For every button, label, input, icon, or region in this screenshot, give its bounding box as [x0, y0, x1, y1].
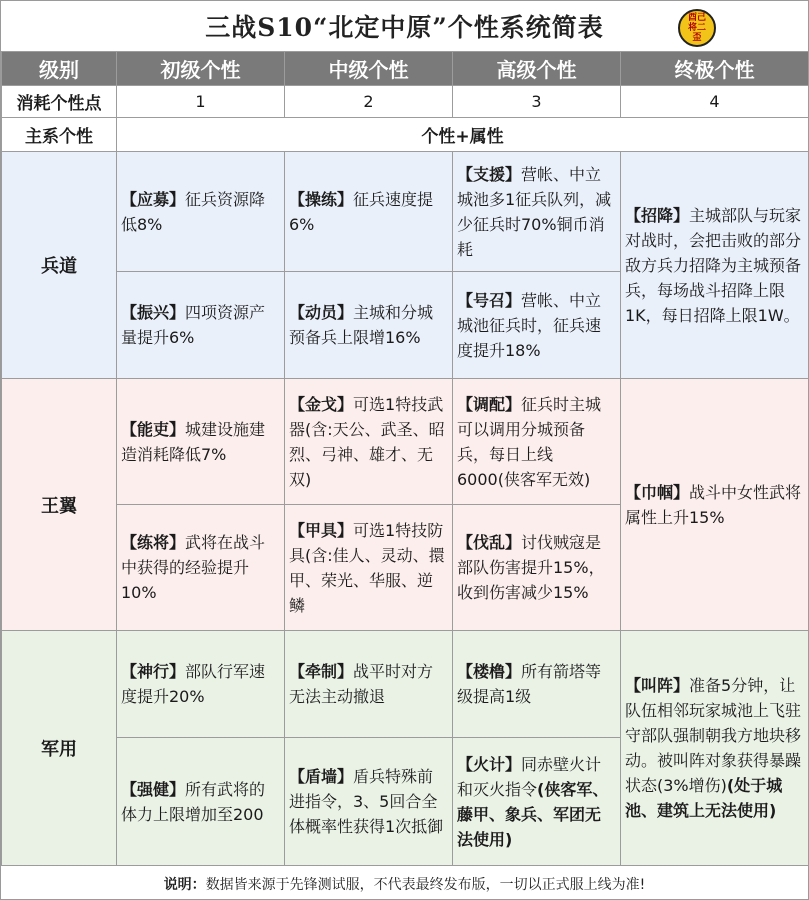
skill-name: 【金戈】 [289, 394, 354, 414]
skill-cell [285, 152, 453, 272]
skill-desc: 战斗中女性武将属性上升15% [625, 482, 802, 527]
table-row [2, 631, 809, 738]
skill-cell [453, 379, 621, 505]
skill-name: 【神行】 [121, 662, 186, 681]
skill-cell [117, 505, 285, 631]
skill-desc: 盾兵特殊前进指令，3、5回合全体概率性获得1次抵御 [289, 767, 444, 836]
skill-desc: 主城部队与玩家对战时，会把击败的部分敌方兵力招降为主城预备兵，每场战斗招降上限1K，每日招降上限1W。 [625, 205, 802, 325]
cost-value: 2 [285, 86, 453, 118]
skill-name: 【叫阵】 [625, 676, 690, 695]
skill-desc: 四项资源产量提升6% [121, 303, 266, 347]
skill-desc: 征兵资源降低8% [121, 189, 266, 234]
skill-cell [117, 152, 285, 272]
header-junior: 初级个性 [117, 52, 285, 86]
skill-cell [453, 738, 621, 866]
main-row [2, 118, 809, 152]
main-value: 个性+属性 [117, 118, 809, 152]
logo-text: 酉己将二歪 [687, 13, 706, 43]
skill-desc: 战平时对方无法主动撤退 [289, 662, 434, 706]
skill-name: 【能吏】 [121, 419, 186, 439]
group-label: 兵道 [2, 152, 117, 379]
skill-cell [285, 272, 453, 379]
skill-name: 【振兴】 [121, 303, 186, 322]
skill-cell [117, 272, 285, 379]
skill-name: 【牵制】 [289, 662, 354, 681]
ultimate-cell [621, 631, 809, 866]
table-row [2, 152, 809, 272]
skill-cell [453, 631, 621, 738]
skill-name: 【号召】 [457, 290, 522, 310]
skill-name: 【调配】 [457, 394, 522, 414]
skill-cell [453, 152, 621, 272]
skill-desc: 同赤壁火计和灭火指令 [457, 754, 602, 799]
skill-desc: 武将在战斗中获得的经验提升10% [121, 533, 266, 602]
skill-desc: 征兵时主城可以调用分城预备兵，每日上线6000(侠客军无效) [457, 394, 602, 489]
ultimate-cell [621, 152, 809, 379]
header-middle: 中级个性 [285, 52, 453, 86]
skill-name: 【操练】 [289, 189, 354, 209]
footer-note [1, 868, 808, 899]
skill-name: 【强健】 [121, 779, 186, 799]
skill-name: 【练将】 [121, 533, 186, 552]
skill-restriction: (处于城池、建筑上无法使用) [625, 776, 783, 820]
skill-desc: 营帐、中立城池征兵时，征兵速度提升18% [457, 290, 602, 360]
skill-desc: 部队行军速度提升20% [121, 662, 266, 706]
skill-cell [117, 631, 285, 738]
skill-name: 【应募】 [121, 189, 186, 209]
author-logo [678, 9, 716, 47]
cost-value: 1 [117, 86, 285, 118]
footer-text: 数据皆来源于先锋测试服，不代表最终发布版，一切以正式服上线为准! [205, 876, 646, 893]
skill-desc: 所有武将的体力上限增加至200 [121, 779, 266, 824]
skill-desc: 准备5分钟，让队伍相邻玩家城池上飞驻守部队强制朝我方地块移动。被叫阵对象获得暴躁状态(3%增伤) [625, 676, 802, 795]
skill-name: 【火计】 [457, 754, 522, 774]
skill-name: 【楼橹】 [457, 662, 522, 681]
header-row [2, 52, 809, 86]
skill-cell [117, 738, 285, 866]
cost-value: 4 [621, 86, 809, 118]
personality-table [1, 51, 809, 866]
skill-name: 【招降】 [625, 205, 690, 225]
skill-cell [453, 505, 621, 631]
skill-desc: 主城和分城预备兵上限增16% [289, 303, 434, 347]
cost-value: 3 [453, 86, 621, 118]
footer-label: 说明： [163, 876, 206, 893]
skill-name: 【巾帼】 [625, 482, 690, 502]
main-label: 主系个性 [2, 118, 117, 152]
skill-name: 【支援】 [457, 164, 522, 184]
skill-name: 【盾墙】 [289, 767, 354, 786]
group-label: 王翼 [2, 379, 117, 631]
skill-restriction: (侠客军、藤甲、象兵、军团无法使用) [457, 779, 609, 849]
skill-name: 【甲具】 [289, 520, 354, 540]
skill-cell [285, 379, 453, 505]
ultimate-cell [621, 379, 809, 631]
header-level: 级别 [2, 52, 117, 86]
skill-desc: 征兵速度提6% [289, 189, 434, 234]
skill-desc: 所有箭塔等级提高1级 [457, 662, 602, 706]
skill-cell [285, 505, 453, 631]
cost-row [2, 86, 809, 118]
cost-label: 消耗个性点 [2, 86, 117, 118]
skill-desc: 营帐、中立城池多1征兵队列，减少征兵时70%铜币消耗 [457, 164, 612, 259]
skill-name: 【动员】 [289, 303, 354, 322]
group-label: 军用 [2, 631, 117, 866]
skill-cell [285, 738, 453, 866]
header-ultimate: 终极个性 [621, 52, 809, 86]
header-senior: 高级个性 [453, 52, 621, 86]
page-title: 三战S10“北定中原”个性系统简表 [205, 13, 604, 42]
skill-desc: 可选1特技防具(含:佳人、灵动、擐甲、荣光、华服、逆鳞 [289, 520, 445, 615]
table-row [2, 379, 809, 505]
skill-desc: 讨伐贼寇是部队伤害提升15%，收到伤害减少15% [457, 533, 605, 602]
skill-name: 【伐乱】 [457, 533, 522, 552]
skill-desc: 可选1特技武器(含:天公、武圣、昭烈、弓神、雄才、无双) [289, 394, 445, 489]
skill-cell [453, 272, 621, 379]
skill-desc: 城建设施建造消耗降低7% [121, 419, 266, 464]
skill-cell [117, 379, 285, 505]
skill-cell [285, 631, 453, 738]
